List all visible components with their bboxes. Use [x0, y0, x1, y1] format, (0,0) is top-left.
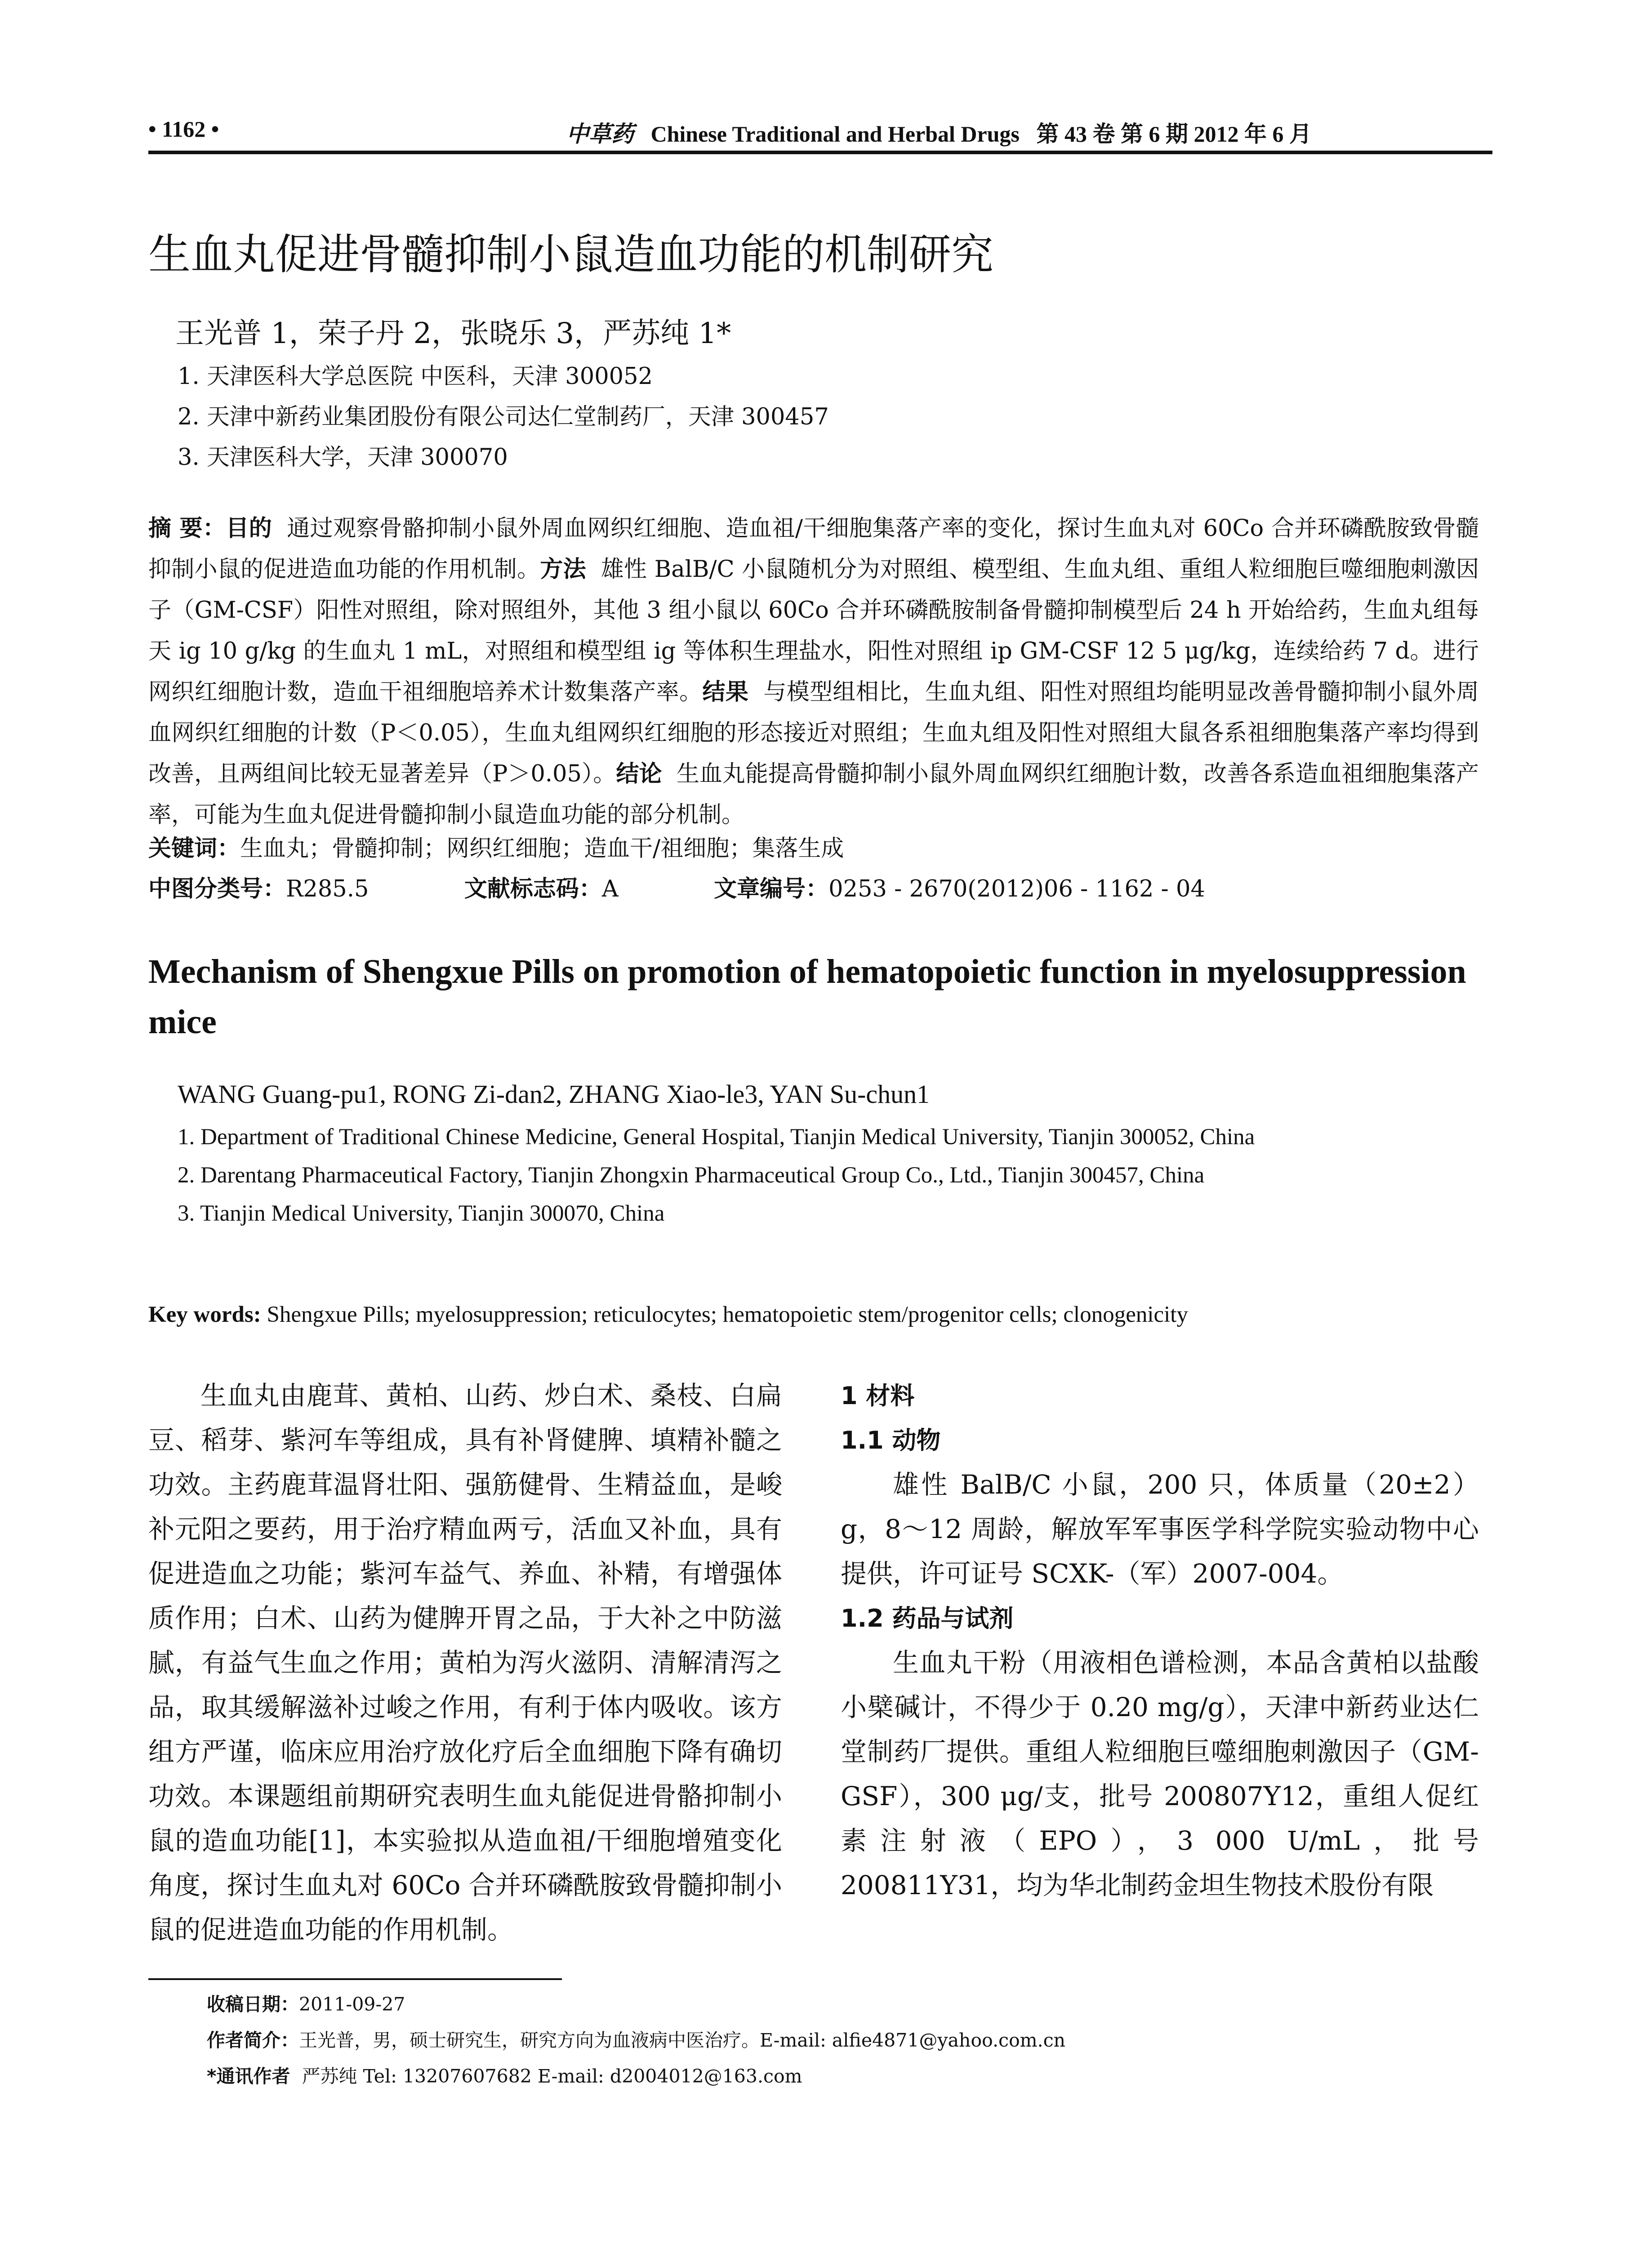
body-column-left: [148, 1374, 782, 1952]
keywords-text-en: Shengxue Pills; myelosuppression; reticulocytes; hematopoietic stem/progenitor cells; clonogenicity: [267, 1302, 1188, 1327]
issue-info: 第 43 卷 第 6 期 2012 年 6 月: [1036, 121, 1312, 147]
keywords-text-cn: 生血丸；骨髓抑制；网织红细胞；造血干/祖细胞；集落生成: [240, 835, 844, 862]
affiliation-cn-3: 3. 天津医科大学，天津 300070: [178, 444, 508, 471]
method-label: 方法: [540, 556, 586, 583]
result-label: 结果: [702, 679, 749, 705]
running-header: [148, 116, 1492, 152]
corresponding-info: 严苏纯 Tel: 13207607682 E-mail: d2004012@163.com: [302, 2065, 802, 2087]
page-title-en: Mechanism of Shengxue Pills on promotion of hematopoietic function in myelosuppression mice: [148, 953, 1466, 1041]
objective-text: 通过观察骨骼抑制小鼠外周血网织红细胞、造血祖/干细胞集落产率的变化，探讨生血丸对 60Co 合并环磷酰胺致骨髓抑制小鼠的促进造血功能的作用机制。: [148, 515, 1479, 583]
corresponding-label: *通讯作者: [207, 2065, 290, 2087]
footnote-received: [207, 1989, 405, 2016]
header-rule: [148, 151, 1492, 154]
authors-en: WANG Guang-pu1, RONG Zi-dan2, ZHANG Xiao-le3, YAN Su-chun1: [178, 1079, 930, 1109]
abstract-label: 摘 要：: [148, 515, 226, 542]
affiliation-cn-2: 2. 天津中新药业集团股份有限公司达仁堂制药厂，天津 300457: [178, 404, 829, 430]
affiliation-en-3: 3. Tianjin Medical University, Tianjin 300070, China: [178, 1201, 665, 1226]
affiliation-en-1: 1. Department of Traditional Chinese Medicine, General Hospital, Tianjin Medical University, Tianjin 300052, China: [178, 1124, 1255, 1150]
doc-code-value: A: [601, 876, 619, 902]
footnote-author: [207, 2025, 1065, 2052]
article-id-value: 0253 - 2670(2012)06 - 1162 - 04: [828, 876, 1205, 902]
author-bio-label: 作者简介：: [207, 2029, 299, 2051]
affiliation-cn-1: 1. 天津医科大学总医院 中医科，天津 300052: [178, 363, 653, 390]
journal-name-cn: 中草药: [566, 121, 634, 147]
conclusion-label: 结论: [616, 761, 662, 787]
doc-code-label: 文献标志码：: [464, 876, 602, 902]
footnote-rule: [148, 1978, 562, 1980]
section-heading-1: 1 材料: [841, 1382, 915, 1410]
journal-info: [566, 116, 1312, 148]
result-text: 与模型组相比，生血丸组、阳性对照组均能明显改善骨髓抑制小鼠外周血网织红细胞的计数（P＜0.05），生血丸组网织红细胞的形态接近对照组；生血丸组及阳性对照组大鼠各系祖细胞集落产率均得到改善，且两组间比较无显著差异（P＞0.05）。: [148, 679, 1479, 787]
method-text: 雄性 BalB/C 小鼠随机分为对照组、模型组、生血丸组、重组人粒细胞巨噬细胞刺激因子（GM-CSF）阳性对照组，除对照组外，其他 3 组小鼠以 60Co 合并环磷酰胺制备骨髓抑制模型后 24 h 开始给药，生血丸组每天 ig 10 g/kg 的生血丸 1 mL，对照组和模型组 ig 等体积生理盐水，阳性对照组 ip GM-CSF 12 5 μg/kg，连续给药 7 d。进行网织红细胞计数，造血干祖细胞培养术计数集落产率。: [148, 556, 1479, 705]
received-label: 收稿日期：: [207, 1994, 299, 2015]
abstract-cn: [148, 508, 1479, 835]
page-number: • 1162 •: [148, 116, 219, 142]
section-heading-1-1: 1.1 动物: [841, 1426, 941, 1454]
article-id-label: 文章编号：: [714, 876, 829, 902]
clc-value: R285.5: [286, 876, 369, 902]
animals-paragraph: 雄性 BalB/C 小鼠，200 只，体质量（20±2）g，8～12 周龄，解放军军事医学科学院实验动物中心提供，许可证号 SCXK-（军）2007-004。: [841, 1469, 1479, 1589]
footnote-corresponding: [207, 2061, 802, 2088]
received-date: 2011-09-27: [299, 1994, 405, 2015]
objective-label: 目的: [226, 515, 272, 542]
keywords-cn: [148, 830, 844, 863]
authors-cn: 王光普 1，荣子丹 2，张晓乐 3，严苏纯 1*: [175, 317, 731, 350]
keywords-en: [148, 1302, 1188, 1328]
body-column-right: [841, 1374, 1479, 1908]
keywords-label-en: Key words:: [148, 1302, 261, 1327]
section-heading-1-2: 1.2 药品与试剂: [841, 1604, 1014, 1632]
classification-line: [148, 870, 1205, 903]
page-title-cn: 生血丸促进骨髓抑制小鼠造血功能的机制研究: [148, 230, 994, 279]
drugs-paragraph: 生血丸干粉（用液相色谱检测，本品含黄柏以盐酸小檗碱计，不得少于 0.20 mg/g），天津中新药业达仁堂制药厂提供。重组人粒细胞巨噬细胞刺激因子（GM-GSF），300 μg/支，批号 200807Y12，重组人促红素注射液（EPO），3 000 U/mL，批号 200811Y31，均为华北制药金坦生物技术股份有限: [841, 1647, 1479, 1900]
keywords-label-cn: 关键词：: [148, 835, 240, 862]
journal-name-en: Chinese Traditional and Herbal Drugs: [650, 121, 1020, 147]
clc-label: 中图分类号：: [148, 876, 286, 902]
author-bio: 王光普，男，硕士研究生，研究方向为血液病中医治疗。E-mail: alfie4871@yahoo.com.cn: [299, 2029, 1066, 2051]
conclusion-text: 生血丸能提高骨髓抑制小鼠外周血网织红细胞计数，改善各系造血祖细胞集落产率，可能为生血丸促进骨髓抑制小鼠造血功能的部分机制。: [148, 761, 1479, 828]
affiliation-en-2: 2. Darentang Pharmaceutical Factory, Tianjin Zhongxin Pharmaceutical Group Co., Ltd., Tianjin 300457, China: [178, 1163, 1205, 1188]
intro-paragraph: 生血丸由鹿茸、黄柏、山药、炒白术、桑枝、白扁豆、稻芽、紫河车等组成，具有补肾健脾、填精补髓之功效。主药鹿茸温肾壮阳、强筋健骨、生精益血，是峻补元阳之要药，用于治疗精血两亏，活血又补血，具有促进造血之功能；紫河车益气、养血、补精，有增强体质作用；白术、山药为健脾开胃之品，于大补之中防滋腻，有益气生血之作用；黄柏为泻火滋阴、清解清泻之品，取其缓解滋补过峻之作用，有利于体内吸收。该方组方严谨，临床应用治疗放化疗后全血细胞下降有确切功效。本课题组前期研究表明生血丸能促进骨骼抑制小鼠的造血功能[1]，本实验拟从造血祖/干细胞增殖变化角度，探讨生血丸对 60Co 合并环磷酰胺致骨髓抑制小鼠的促进造血功能的作用机制。: [148, 1380, 782, 1945]
